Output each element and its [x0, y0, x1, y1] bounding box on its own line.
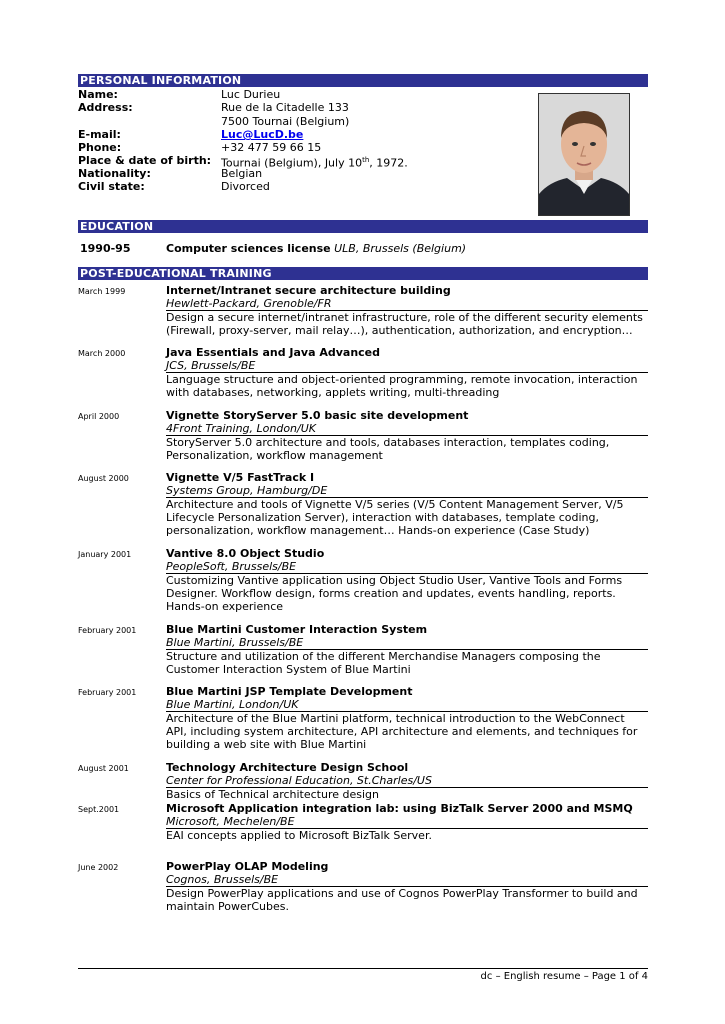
training-description-line: Personalization, workflow management	[166, 449, 383, 462]
training-description-line: Customizing Vantive application using Object Studio User, Vantive Tools and Forms	[166, 574, 623, 587]
training-description-line: Architecture of the Blue Martini platform, technical introduction to the WebConnect	[166, 712, 625, 725]
civil-state-label: Civil state:	[78, 180, 145, 193]
phone-label: Phone:	[78, 141, 122, 154]
training-organization: Cognos, Brussels/BE	[166, 873, 648, 887]
education-degree: Computer sciences license	[166, 242, 331, 255]
training-description-line: Design a secure internet/intranet infrastructure, role of the different security elements	[166, 311, 643, 324]
training-organization: PeopleSoft, Brussels/BE	[166, 560, 648, 574]
training-description-line: StoryServer 5.0 architecture and tools, databases interaction, templates coding,	[166, 436, 610, 449]
footer-divider	[78, 968, 648, 969]
training-body	[166, 860, 648, 913]
training-body	[166, 471, 648, 537]
training-date: February 2001	[78, 688, 137, 697]
training-organization: Blue Martini, Brussels/BE	[166, 636, 648, 650]
training-organization: Microsoft, Mechelen/BE	[166, 815, 648, 829]
training-description-line: Customer Interaction System of Blue Martini	[166, 663, 411, 676]
personal-information-header: PERSONAL INFORMATION	[78, 74, 648, 87]
training-date: March 2000	[78, 349, 126, 358]
personal-information-section	[78, 87, 648, 220]
training-organization: JCS, Brussels/BE	[166, 359, 648, 373]
civil-state-value: Divorced	[221, 180, 270, 193]
training-body	[166, 623, 648, 676]
nationality-value: Belgian	[221, 167, 263, 180]
phone-value: +32 477 59 66 15	[221, 141, 322, 154]
training-title: Blue Martini JSP Template Development	[166, 685, 413, 698]
name-label: Name:	[78, 88, 118, 101]
training-description-line: Architecture and tools of Vignette V/5 series (V/5 Content Management Server, V/5	[166, 498, 624, 511]
training-description-line: with databases, networking, applets writing, multi-threading	[166, 386, 500, 399]
resume-page	[78, 74, 648, 913]
training-description-line: Hands-on experience	[166, 600, 284, 613]
address-label: Address:	[78, 101, 133, 114]
training-date: August 2001	[78, 764, 129, 773]
training-description-line: building a web site with Blue Martini	[166, 738, 367, 751]
training-title: Microsoft Application integration lab: using BizTalk Server 2000 and MSMQ	[166, 802, 633, 815]
training-organization: 4Front Training, London/UK	[166, 422, 648, 436]
training-description-line: EAI concepts applied to Microsoft BizTalk Server.	[166, 829, 432, 842]
education-header: EDUCATION	[78, 220, 648, 233]
name-value: Luc Durieu	[221, 88, 281, 101]
training-title: Vantive 8.0 Object Studio	[166, 547, 325, 560]
training-date: June 2002	[78, 863, 119, 872]
profile-photo	[538, 93, 630, 216]
training-body	[166, 346, 648, 399]
training-description-line: Basics of Technical architecture design	[166, 788, 380, 801]
training-header: POST-EDUCATIONAL TRAINING	[78, 267, 648, 280]
training-body	[166, 802, 648, 842]
training-description-line: Language structure and object-oriented programming, remote invocation, interaction	[166, 373, 638, 386]
education-year: 1990-95	[80, 242, 131, 255]
page-footer: dc – English resume – Page 1 of 4	[480, 971, 648, 982]
address-street: Rue de la Citadelle 133	[221, 101, 349, 114]
training-title: Java Essentials and Java Advanced	[166, 346, 381, 359]
training-date: April 2000	[78, 412, 120, 421]
training-description-line: (Firewall, proxy-server, mail relay…), authentication, authorization, and encryption…	[166, 324, 633, 337]
training-description-line: personalization, workflow management… Hands-on experience (Case Study)	[166, 524, 590, 537]
training-title: Vignette V/5 FastTrack I	[166, 471, 315, 484]
training-organization: Blue Martini, London/UK	[166, 698, 648, 712]
training-title: Technology Architecture Design School	[166, 761, 409, 774]
training-date: Sept.2001	[78, 805, 120, 814]
nationality-label: Nationality:	[78, 167, 151, 180]
training-description-line: Structure and utilization of the different Merchandise Managers composing the	[166, 650, 601, 663]
training-title: Blue Martini Customer Interaction System	[166, 623, 428, 636]
training-title: Vignette StoryServer 5.0 basic site development	[166, 409, 469, 422]
training-body	[166, 284, 648, 337]
training-description-line: Designer. Workflow design, forms creation and updates, events handling, reports.	[166, 587, 616, 600]
training-organization: Hewlett-Packard, Grenoble/FR	[166, 297, 648, 311]
training-date: January 2001	[78, 550, 132, 559]
training-organization: Systems Group, Hamburg/DE	[166, 484, 648, 498]
training-date: August 2000	[78, 474, 129, 483]
training-body	[166, 409, 648, 462]
training-description-line: Design PowerPlay applications and use of Cognos PowerPlay Transformer to build and	[166, 887, 638, 900]
birth-value: Tournai (Belgium), July 10th, 1972.	[221, 156, 408, 170]
training-description-line: maintain PowerCubes.	[166, 900, 289, 913]
birth-label: Place & date of birth:	[78, 154, 212, 167]
address-city: 7500 Tournai (Belgium)	[221, 115, 350, 128]
education-section	[78, 233, 648, 267]
education-school: ULB, Brussels (Belgium)	[334, 242, 467, 255]
training-body	[166, 761, 648, 801]
training-description-line: API, including system architecture, API architecture and elements, and techniques for	[166, 725, 638, 738]
training-body	[166, 547, 648, 613]
training-body	[166, 685, 648, 751]
training-title: PowerPlay OLAP Modeling	[166, 860, 329, 873]
training-title: Internet/Intranet secure architecture building	[166, 284, 451, 297]
training-date: February 2001	[78, 626, 137, 635]
email-label: E-mail:	[78, 128, 121, 141]
email-link[interactable]: Luc@LucD.be	[221, 128, 304, 141]
training-organization: Center for Professional Education, St.Charles/US	[166, 774, 648, 788]
training-date: March 1999	[78, 287, 126, 296]
training-description-line: Lifecycle Personalization Server), interaction with databases, template coding,	[166, 511, 599, 524]
